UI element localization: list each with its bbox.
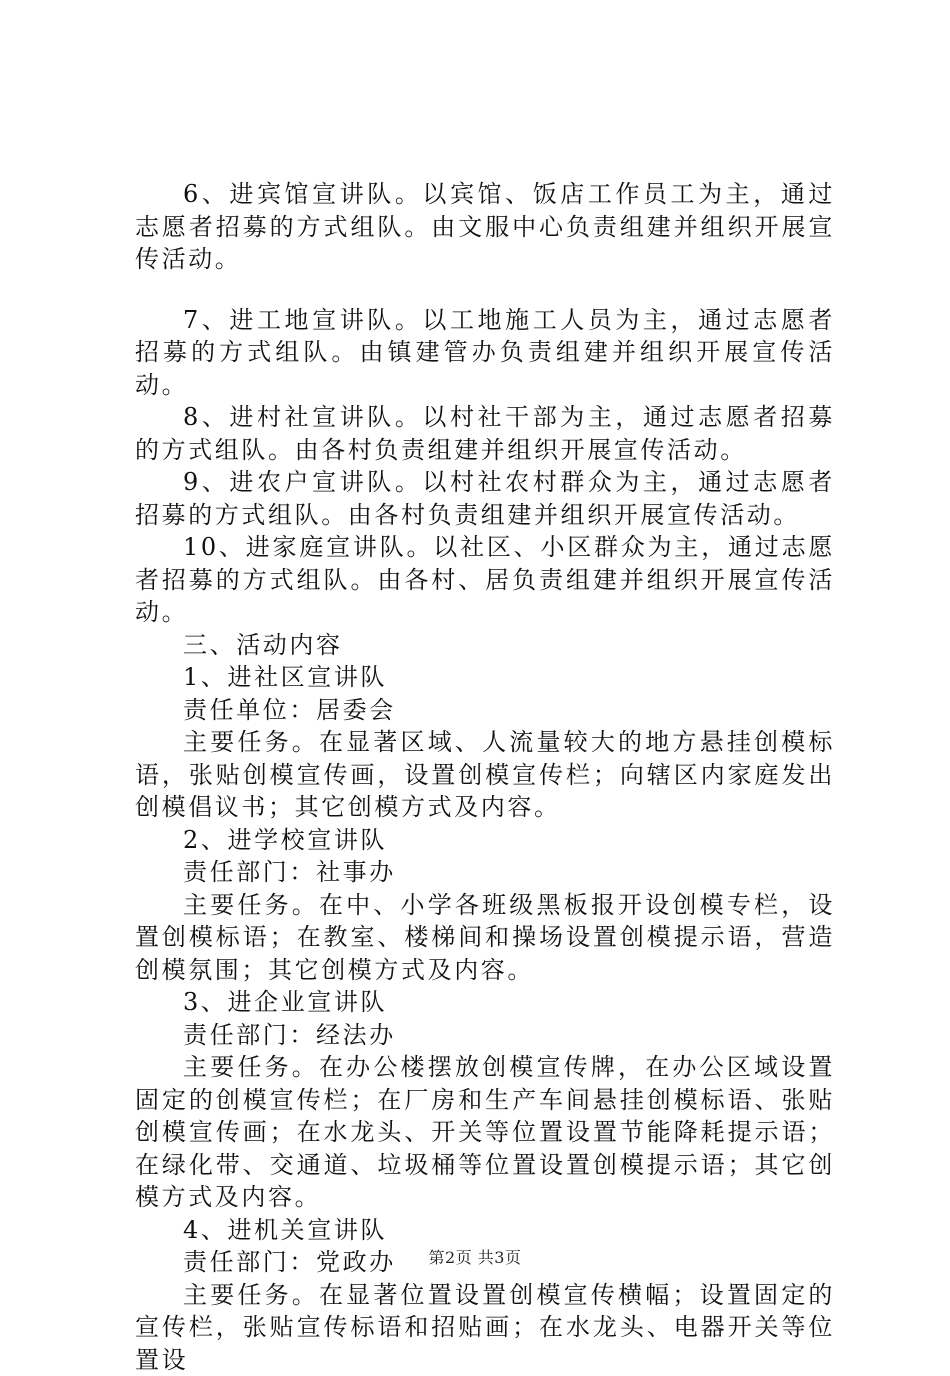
- tasks-enterprise: 主要任务。在办公楼摆放创模宣传牌，在办公区域设置固定的创模宣传栏；在厂房和生产车间悬挂创模标语、张贴创模宣传画；在水龙头、开关等位置设置节能降耗提示语；在绿化带、交通道、垃圾桶等位置设置创模提示语；其它创模方式及内容。: [135, 1051, 835, 1214]
- responsible-unit-school: 责任部门：社事办: [135, 856, 835, 889]
- document-body: [135, 178, 835, 1376]
- paragraph-hotel-team: 6、进宾馆宣讲队。以宾馆、饭店工作员工为主，通过志愿者招募的方式组队。由文服中心负责组建并组织开展宣传活动。: [135, 178, 835, 276]
- paragraph-family-team: 10、进家庭宣讲队。以社区、小区群众为主，通过志愿者招募的方式组队。由各村、居负责组建并组织开展宣传活动。: [135, 531, 835, 629]
- item-heading-government: 4、进机关宣讲队: [135, 1214, 835, 1247]
- item-heading-school: 2、进学校宣讲队: [135, 824, 835, 857]
- tasks-community: 主要任务。在显著区域、人流量较大的地方悬挂创模标语，张贴创模宣传画，设置创模宣传栏；向辖区内家庭发出创模倡议书；其它创模方式及内容。: [135, 726, 835, 824]
- item-heading-enterprise: 3、进企业宣讲队: [135, 986, 835, 1019]
- page-number: 第2页 共3页: [0, 1245, 950, 1268]
- responsible-unit-community: 责任单位：居委会: [135, 694, 835, 727]
- responsible-unit-government: 责任部门：党政办: [135, 1246, 835, 1279]
- paragraph-village-team: 8、进村社宣讲队。以村社干部为主，通过志愿者招募的方式组队。由各村负责组建并组织开展宣传活动。: [135, 401, 835, 466]
- paragraph-construction-team: 7、进工地宣讲队。以工地施工人员为主，通过志愿者招募的方式组队。由镇建管办负责组建并组织开展宣传活动。: [135, 304, 835, 402]
- responsible-unit-enterprise: 责任部门：经法办: [135, 1019, 835, 1052]
- tasks-government: 主要任务。在显著位置设置创模宣传横幅；设置固定的宣传栏，张贴宣传标语和招贴画；在水龙头、电器开关等位置设: [135, 1279, 835, 1376]
- tasks-school: 主要任务。在中、小学各班级黑板报开设创模专栏，设置创模标语；在教室、楼梯间和操场设置创模提示语，营造创模氛围；其它创模方式及内容。: [135, 889, 835, 987]
- item-heading-community: 1、进社区宣讲队: [135, 661, 835, 694]
- section-heading-activities: 三、活动内容: [135, 629, 835, 662]
- paragraph-farmer-team: 9、进农户宣讲队。以村社农村群众为主，通过志愿者招募的方式组队。由各村负责组建并组织开展宣传活动。: [135, 466, 835, 531]
